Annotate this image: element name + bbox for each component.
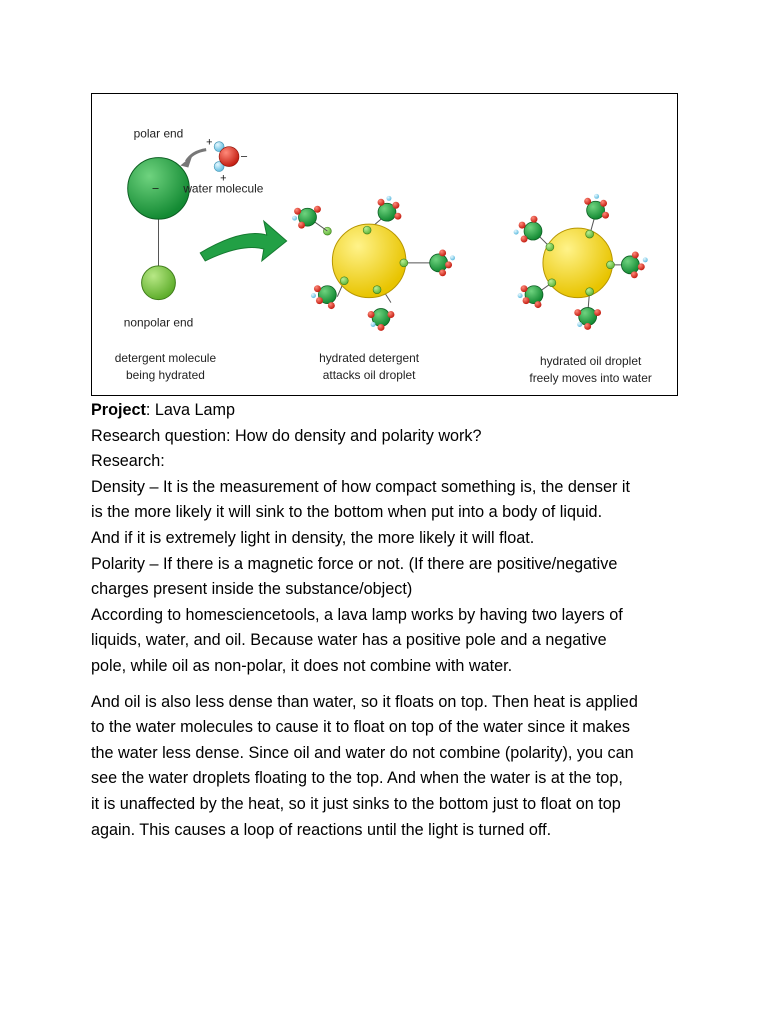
gray-arrowhead-icon [180, 156, 192, 168]
project-label: Project [91, 401, 146, 419]
caption-3-line1: hydrated oil droplet [539, 354, 642, 369]
density-line-3: And if it is extremely light in density, the more likely it will float. [91, 528, 535, 547]
polarity-line-2: charges present inside the substance/object) [91, 580, 413, 599]
density-line-1: Density – It is the measurement of how compact something is, the denser it [91, 477, 630, 496]
density-line-2: is the more likely it will sink to the bottom when put into a body of liquid. [91, 503, 603, 522]
water-molecule-icon [206, 137, 248, 185]
green-arrow-icon [200, 221, 286, 261]
caption-2-line2: attacks oil droplet [322, 368, 416, 383]
according-line-3: pole, while oil as non-polar, it does not combine with water. [91, 656, 513, 675]
paragraph-2-line-2: to the water molecules to cause it to float on top of the water since it makes [91, 718, 630, 737]
svg-text:–: – [240, 150, 248, 163]
label-nonpolar-end: nonpolar end [123, 315, 194, 330]
detergent-diagram [91, 93, 678, 396]
label-polar-end: polar end [133, 126, 184, 141]
caption-1-line2: being hydrated [126, 368, 205, 383]
caption-3-line2: freely moves into water [529, 371, 652, 386]
label-water-molecule: water molecule [183, 181, 264, 196]
polar-head-minus: – [152, 182, 159, 195]
paragraph-2-line-6: again. This causes a loop of reactions until the light is turned off. [91, 820, 552, 839]
svg-text:+: + [206, 136, 213, 149]
according-line-2: liquids, water, and oil. Because water has a positive pole and a negative [91, 631, 607, 650]
paragraph-2-line-3: the water less dense. Since oil and water do not combine (polarity), you can [91, 743, 634, 762]
research-question: Research question: How do density and polarity work? [91, 426, 482, 445]
paragraph-2-line-5: it is unaffected by the heat, so it just sinks to the bottom just to float on top [91, 794, 621, 813]
diagram-svg [92, 94, 677, 395]
project-line [91, 398, 691, 424]
middle-oil-droplet [332, 224, 406, 298]
research-heading: Research: [91, 452, 165, 471]
nonpolar-tail-sphere [142, 266, 176, 300]
caption-1-line1: detergent molecule [114, 351, 217, 366]
caption-2-line1: hydrated detergent [319, 351, 420, 366]
document-body [91, 398, 691, 843]
according-line-1: According to homesciencetools, a lava lamp works by having two layers of [91, 605, 623, 624]
project-value: : Lava Lamp [145, 401, 235, 419]
polarity-line-1: Polarity – If there is a magnetic force or not. (If there are positive/negative [91, 554, 618, 573]
svg-text:+: + [220, 172, 227, 185]
right-oil-droplet [543, 228, 613, 298]
paragraph-2-line-1: And oil is also less dense than water, so it floats on top. Then heat is applied [91, 692, 638, 711]
right-oil-droplet-group [536, 217, 629, 314]
paragraph-2-line-4: see the water droplets floating to the top. And when the water is at the top, [91, 769, 623, 788]
